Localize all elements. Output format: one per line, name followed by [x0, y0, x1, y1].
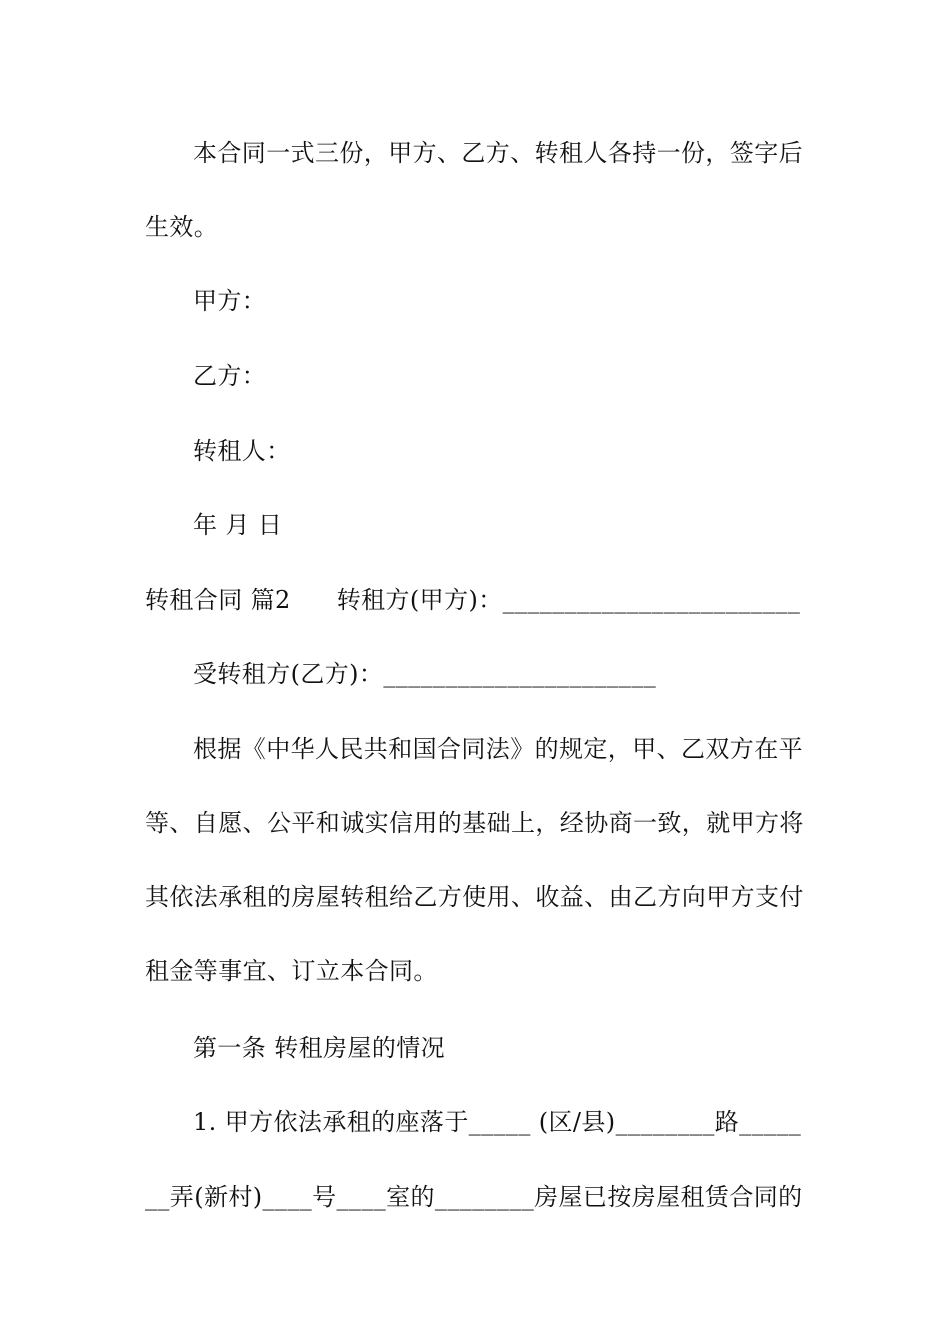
intro-paragraph-line-4: 租金等事宜、订立本合同。	[145, 957, 438, 985]
article-1-title: 第一条 转租房屋的情况	[193, 1034, 446, 1062]
item-1-line-1: 1. 甲方依法承租的座落于_____ (区/县)________路_____	[193, 1108, 802, 1136]
sublessee-line: 受转租方(乙方)：______________________	[193, 660, 657, 688]
signature-party-b: 乙方：	[193, 362, 267, 390]
intro-paragraph-line-3: 其依法承租的房屋转租给乙方使用、收益、由乙方向甲方支付	[145, 883, 804, 911]
signature-subletter: 转租人：	[193, 437, 291, 465]
section-heading-row	[145, 585, 815, 615]
signature-party-a: 甲方：	[193, 287, 267, 315]
intro-paragraph-line-2: 等、自愿、公平和诚实信用的基础上，经协商一致，就甲方将	[145, 809, 804, 837]
paragraph-copies-line-2: 生效。	[145, 213, 219, 241]
paragraph-copies-line-1: 本合同一式三份，甲方、乙方、转租人各持一份，签字后	[193, 139, 803, 167]
section-heading: 转租合同 篇2	[145, 586, 291, 614]
sublessor-line: 转租方(甲方)：________________________	[336, 586, 801, 614]
item-1-line-2: __弄(新村)____号____室的________房屋已按房屋租赁合同的	[145, 1183, 803, 1211]
signature-date: 年 月 日	[193, 511, 283, 539]
intro-paragraph-line-1: 根据《中华人民共和国合同法》的规定，甲、乙双方在平	[193, 735, 803, 763]
